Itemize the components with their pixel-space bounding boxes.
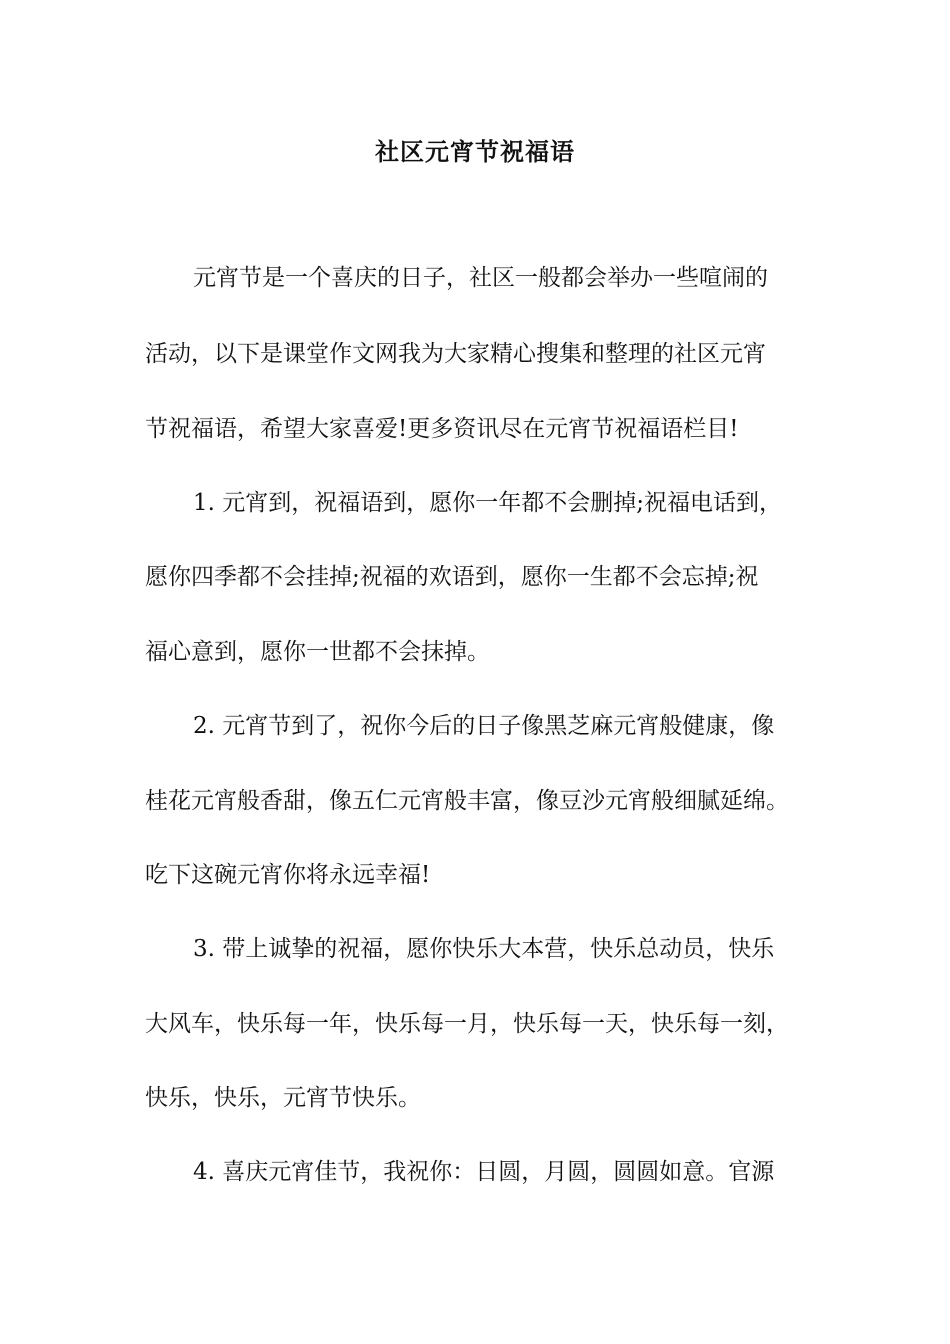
item-3-line-2: 大风车，快乐每一年，快乐每一月，快乐每一天，快乐每一刻， [145,1011,789,1037]
item-1-line-1: 1. 元宵到，祝福语到，愿你一年都不会删掉;祝福电话到， [193,490,783,516]
item-2-line-2: 桂花元宵般香甜，像五仁元宵般丰富，像豆沙元宵般细腻延绵。 [145,788,789,814]
paragraph-intro-line-1: 元宵节是一个喜庆的日子，社区一般都会举办一些喧闹的 [193,265,768,291]
item-1-line-2: 愿你四季都不会挂掉;祝福的欢语到，愿你一生都不会忘掉;祝 [145,564,759,590]
document-title: 社区元宵节祝福语 [375,137,575,166]
item-2-line-1: 2. 元宵节到了，祝你今后的日子像黑芝麻元宵般健康，像 [193,713,775,739]
paragraph-intro-line-2: 活动，以下是课堂作文网我为大家精心搜集和整理的社区元宵 [145,341,766,367]
item-3-line-3: 快乐，快乐，元宵节快乐。 [145,1085,421,1111]
item-1-line-3: 福心意到，愿你一世都不会抹掉。 [145,639,490,665]
paragraph-intro-line-3: 节祝福语，希望大家喜爱!更多资讯尽在元宵节祝福语栏目! [145,416,739,442]
item-3-line-1: 3. 带上诚挚的祝福，愿你快乐大本营，快乐总动员，快乐 [193,936,775,962]
item-4-line-1: 4. 喜庆元宵佳节，我祝你：日圆，月圆，圆圆如意。官源 [193,1159,775,1185]
item-2-line-3: 吃下这碗元宵你将永远幸福! [145,862,431,888]
